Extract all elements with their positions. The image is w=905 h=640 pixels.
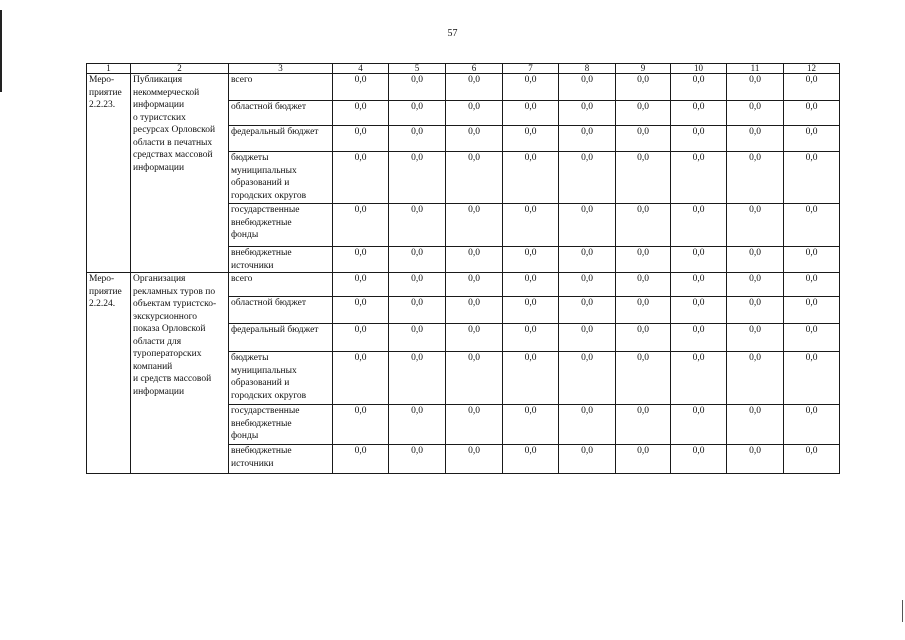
column-header: 2 [131, 64, 229, 74]
amount-cell: 0,0 [503, 204, 559, 247]
amount-cell: 0,0 [559, 126, 616, 152]
amount-cell: 0,0 [671, 247, 727, 273]
column-header: 3 [229, 64, 333, 74]
amount-cell: 0,0 [671, 273, 727, 297]
amount-cell: 0,0 [389, 324, 446, 352]
scan-edge-line [0, 10, 2, 92]
funding-source: бюджеты муниципальных образований и городских округов [229, 152, 333, 204]
page-number: 57 [447, 28, 458, 39]
amount-cell: 0,0 [727, 324, 784, 352]
amount-cell: 0,0 [671, 126, 727, 152]
funding-source: всего [229, 74, 333, 101]
amount-cell: 0,0 [727, 273, 784, 297]
amount-cell: 0,0 [616, 445, 671, 474]
amount-cell: 0,0 [503, 405, 559, 445]
scan-margin-mark [902, 600, 903, 622]
amount-cell: 0,0 [446, 247, 503, 273]
amount-cell: 0,0 [446, 204, 503, 247]
amount-cell: 0,0 [503, 273, 559, 297]
amount-cell: 0,0 [389, 74, 446, 101]
funding-source: государственные внебюджетные фонды [229, 204, 333, 247]
amount-cell: 0,0 [727, 445, 784, 474]
amount-cell: 0,0 [616, 297, 671, 324]
table-body [87, 64, 840, 474]
amount-cell: 0,0 [446, 273, 503, 297]
amount-cell: 0,0 [333, 152, 389, 204]
amount-cell: 0,0 [727, 204, 784, 247]
amount-cell: 0,0 [727, 101, 784, 126]
amount-cell: 0,0 [446, 324, 503, 352]
amount-cell: 0,0 [389, 273, 446, 297]
amount-cell: 0,0 [333, 126, 389, 152]
amount-cell: 0,0 [503, 101, 559, 126]
amount-cell: 0,0 [333, 324, 389, 352]
funding-source: всего [229, 273, 333, 297]
amount-cell: 0,0 [616, 74, 671, 101]
amount-cell: 0,0 [446, 101, 503, 126]
amount-cell: 0,0 [616, 204, 671, 247]
amount-cell: 0,0 [389, 445, 446, 474]
amount-cell: 0,0 [784, 352, 840, 405]
amount-cell: 0,0 [446, 126, 503, 152]
amount-cell: 0,0 [333, 74, 389, 101]
amount-cell: 0,0 [784, 405, 840, 445]
amount-cell: 0,0 [784, 126, 840, 152]
amount-cell: 0,0 [446, 297, 503, 324]
amount-cell: 0,0 [503, 126, 559, 152]
funding-source: федеральный бюджет [229, 126, 333, 152]
amount-cell: 0,0 [389, 204, 446, 247]
amount-cell: 0,0 [389, 405, 446, 445]
amount-cell: 0,0 [559, 204, 616, 247]
amount-cell: 0,0 [559, 247, 616, 273]
amount-cell: 0,0 [333, 352, 389, 405]
amount-cell: 0,0 [784, 74, 840, 101]
amount-cell: 0,0 [503, 297, 559, 324]
column-header: 1 [87, 64, 131, 74]
amount-cell: 0,0 [389, 101, 446, 126]
column-header: 12 [784, 64, 840, 74]
amount-cell: 0,0 [389, 297, 446, 324]
amount-cell: 0,0 [616, 152, 671, 204]
amount-cell: 0,0 [784, 101, 840, 126]
funding-row [87, 273, 840, 297]
amount-cell: 0,0 [559, 74, 616, 101]
amount-cell: 0,0 [784, 445, 840, 474]
amount-cell: 0,0 [446, 352, 503, 405]
amount-cell: 0,0 [616, 405, 671, 445]
amount-cell: 0,0 [333, 297, 389, 324]
amount-cell: 0,0 [616, 324, 671, 352]
amount-cell: 0,0 [784, 324, 840, 352]
amount-cell: 0,0 [671, 74, 727, 101]
amount-cell: 0,0 [559, 297, 616, 324]
amount-cell: 0,0 [671, 297, 727, 324]
amount-cell: 0,0 [559, 101, 616, 126]
amount-cell: 0,0 [671, 101, 727, 126]
funding-table [86, 63, 840, 474]
amount-cell: 0,0 [503, 152, 559, 204]
amount-cell: 0,0 [503, 74, 559, 101]
amount-cell: 0,0 [784, 247, 840, 273]
amount-cell: 0,0 [616, 101, 671, 126]
amount-cell: 0,0 [671, 352, 727, 405]
amount-cell: 0,0 [727, 247, 784, 273]
column-header: 8 [559, 64, 616, 74]
amount-cell: 0,0 [446, 152, 503, 204]
measure-name: Публикация некоммерческой информации о туристских ресурсах Орловской области в печатных средствах массовой информации [131, 74, 229, 273]
amount-cell: 0,0 [559, 405, 616, 445]
column-header: 7 [503, 64, 559, 74]
amount-cell: 0,0 [727, 352, 784, 405]
amount-cell: 0,0 [671, 204, 727, 247]
column-header: 10 [671, 64, 727, 74]
amount-cell: 0,0 [671, 324, 727, 352]
funding-source: федеральный бюджет [229, 324, 333, 352]
funding-source: областной бюджет [229, 297, 333, 324]
amount-cell: 0,0 [446, 405, 503, 445]
amount-cell: 0,0 [559, 152, 616, 204]
funding-source: внебюджетные источники [229, 445, 333, 474]
amount-cell: 0,0 [333, 204, 389, 247]
amount-cell: 0,0 [559, 445, 616, 474]
measure-code: Меро- приятие 2.2.23. [87, 74, 131, 273]
amount-cell: 0,0 [727, 405, 784, 445]
column-header: 9 [616, 64, 671, 74]
amount-cell: 0,0 [559, 324, 616, 352]
amount-cell: 0,0 [446, 445, 503, 474]
funding-row [87, 74, 840, 101]
amount-cell: 0,0 [503, 324, 559, 352]
amount-cell: 0,0 [559, 352, 616, 405]
amount-cell: 0,0 [333, 445, 389, 474]
amount-cell: 0,0 [616, 273, 671, 297]
amount-cell: 0,0 [784, 297, 840, 324]
column-header: 11 [727, 64, 784, 74]
amount-cell: 0,0 [784, 152, 840, 204]
amount-cell: 0,0 [333, 101, 389, 126]
amount-cell: 0,0 [727, 297, 784, 324]
amount-cell: 0,0 [389, 352, 446, 405]
amount-cell: 0,0 [671, 152, 727, 204]
column-header: 5 [389, 64, 446, 74]
amount-cell: 0,0 [333, 405, 389, 445]
funding-source: внебюджетные источники [229, 247, 333, 273]
column-header: 6 [446, 64, 503, 74]
amount-cell: 0,0 [333, 273, 389, 297]
measure-name: Организация рекламных туров по объектам туристско- экскурсионного показа Орловской области для туроператорских компаний и средств массовой информации [131, 273, 229, 474]
amount-cell: 0,0 [446, 74, 503, 101]
amount-cell: 0,0 [727, 74, 784, 101]
amount-cell: 0,0 [784, 273, 840, 297]
amount-cell: 0,0 [727, 126, 784, 152]
column-header: 4 [333, 64, 389, 74]
funding-source: бюджеты муниципальных образований и городских округов [229, 352, 333, 405]
amount-cell: 0,0 [389, 247, 446, 273]
amount-cell: 0,0 [616, 247, 671, 273]
amount-cell: 0,0 [389, 152, 446, 204]
amount-cell: 0,0 [671, 405, 727, 445]
amount-cell: 0,0 [727, 152, 784, 204]
amount-cell: 0,0 [616, 126, 671, 152]
amount-cell: 0,0 [784, 204, 840, 247]
funding-source: государственные внебюджетные фонды [229, 405, 333, 445]
funding-source: областной бюджет [229, 101, 333, 126]
amount-cell: 0,0 [671, 445, 727, 474]
amount-cell: 0,0 [503, 352, 559, 405]
column-number-row [87, 64, 840, 74]
amount-cell: 0,0 [559, 273, 616, 297]
amount-cell: 0,0 [389, 126, 446, 152]
amount-cell: 0,0 [333, 247, 389, 273]
amount-cell: 0,0 [503, 247, 559, 273]
amount-cell: 0,0 [503, 445, 559, 474]
measure-code: Меро- приятие 2.2.24. [87, 273, 131, 474]
amount-cell: 0,0 [616, 352, 671, 405]
